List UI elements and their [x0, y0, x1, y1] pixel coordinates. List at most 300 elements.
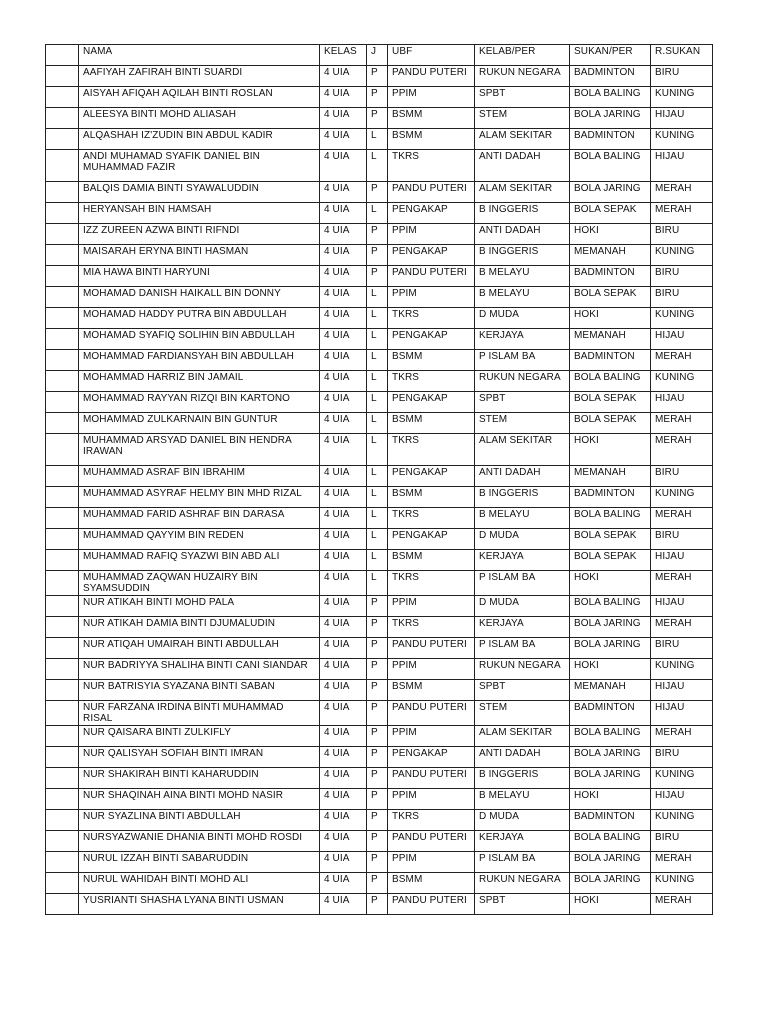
rumah-sukan-cell: HIJAU [651, 150, 713, 182]
table-row [46, 392, 713, 413]
kelas-cell: 4 UIA [320, 638, 367, 659]
ubf-cell: BSMM [388, 487, 475, 508]
ubf-cell: PPIM [388, 224, 475, 245]
table-row [46, 701, 713, 726]
jantina-cell: P [367, 596, 388, 617]
row-blank-cell [46, 529, 79, 550]
kelas-cell: 4 UIA [320, 266, 367, 287]
ubf-cell: BSMM [388, 873, 475, 894]
table-row [46, 550, 713, 571]
kelab-cell: B INGGERIS [475, 487, 570, 508]
jantina-cell: P [367, 747, 388, 768]
table-row [46, 726, 713, 747]
ubf-cell: BSMM [388, 680, 475, 701]
kelas-cell: 4 UIA [320, 182, 367, 203]
kelab-cell: RUKUN NEGARA [475, 659, 570, 680]
rumah-sukan-cell: MERAH [651, 571, 713, 596]
table-row [46, 308, 713, 329]
jantina-cell: P [367, 873, 388, 894]
kelab-cell: STEM [475, 413, 570, 434]
row-blank-cell [46, 810, 79, 831]
header-nama: NAMA [79, 45, 320, 66]
nama-cell: NUR ATIKAH BINTI MOHD PALA [79, 596, 320, 617]
row-blank-cell [46, 466, 79, 487]
kelas-cell: 4 UIA [320, 789, 367, 810]
nama-cell: MUHAMMAD ASRAF BIN IBRAHIM [79, 466, 320, 487]
table-row [46, 371, 713, 392]
sukan-cell: BOLA SEPAK [570, 529, 651, 550]
sukan-cell: BOLA SEPAK [570, 203, 651, 224]
nama-cell: NUR BATRISYIA SYAZANA BINTI SABAN [79, 680, 320, 701]
jantina-cell: L [367, 413, 388, 434]
sukan-cell: BOLA JARING [570, 768, 651, 789]
rumah-sukan-cell: BIRU [651, 66, 713, 87]
rumah-sukan-cell: MERAH [651, 852, 713, 873]
sukan-cell: BOLA JARING [570, 108, 651, 129]
table-row [46, 894, 713, 915]
row-blank-cell [46, 266, 79, 287]
kelas-cell: 4 UIA [320, 434, 367, 466]
kelas-cell: 4 UIA [320, 550, 367, 571]
row-blank-cell [46, 638, 79, 659]
table-row [46, 680, 713, 701]
ubf-cell: TKRS [388, 434, 475, 466]
sukan-cell: BOLA BALING [570, 831, 651, 852]
jantina-cell: L [367, 129, 388, 150]
nama-cell: MIA HAWA BINTI HARYUNI [79, 266, 320, 287]
row-blank-cell [46, 87, 79, 108]
rumah-sukan-cell: HIJAU [651, 701, 713, 726]
kelas-cell: 4 UIA [320, 287, 367, 308]
jantina-cell: L [367, 287, 388, 308]
sukan-cell: MEMANAH [570, 245, 651, 266]
row-blank-cell [46, 182, 79, 203]
kelas-cell: 4 UIA [320, 831, 367, 852]
table-row [46, 108, 713, 129]
kelab-cell: ALAM SEKITAR [475, 182, 570, 203]
kelas-cell: 4 UIA [320, 203, 367, 224]
table-row [46, 508, 713, 529]
row-blank-cell [46, 392, 79, 413]
ubf-cell: TKRS [388, 617, 475, 638]
sukan-cell: BADMINTON [570, 129, 651, 150]
kelas-cell: 4 UIA [320, 129, 367, 150]
rumah-sukan-cell: MERAH [651, 350, 713, 371]
rumah-sukan-cell: KUNING [651, 87, 713, 108]
rumah-sukan-cell: HIJAU [651, 392, 713, 413]
nama-cell: YUSRIANTI SHASHA LYANA BINTI USMAN [79, 894, 320, 915]
sukan-cell: BOLA BALING [570, 87, 651, 108]
ubf-cell: BSMM [388, 350, 475, 371]
jantina-cell: P [367, 224, 388, 245]
header-cell-blank [46, 45, 79, 66]
kelas-cell: 4 UIA [320, 747, 367, 768]
kelas-cell: 4 UIA [320, 329, 367, 350]
row-blank-cell [46, 873, 79, 894]
jantina-cell: L [367, 329, 388, 350]
row-blank-cell [46, 203, 79, 224]
rumah-sukan-cell: KUNING [651, 659, 713, 680]
jantina-cell: P [367, 66, 388, 87]
kelas-cell: 4 UIA [320, 392, 367, 413]
ubf-cell: PENGAKAP [388, 529, 475, 550]
ubf-cell: PPIM [388, 659, 475, 680]
header-kelas: KELAS [320, 45, 367, 66]
sukan-cell: BOLA SEPAK [570, 287, 651, 308]
ubf-cell: TKRS [388, 810, 475, 831]
table-row [46, 466, 713, 487]
jantina-cell: P [367, 245, 388, 266]
kelas-cell: 4 UIA [320, 701, 367, 726]
kelab-cell: D MUDA [475, 596, 570, 617]
table-row [46, 245, 713, 266]
header-rumah-sukan: R.SUKAN [651, 45, 713, 66]
jantina-cell: L [367, 392, 388, 413]
table-row [46, 831, 713, 852]
sukan-cell: BOLA JARING [570, 747, 651, 768]
ubf-cell: BSMM [388, 108, 475, 129]
jantina-cell: P [367, 789, 388, 810]
rumah-sukan-cell: MERAH [651, 182, 713, 203]
jantina-cell: L [367, 571, 388, 596]
nama-cell: NUR ATIKAH DAMIA BINTI DJUMALUDIN [79, 617, 320, 638]
ubf-cell: PENGAKAP [388, 392, 475, 413]
ubf-cell: PPIM [388, 287, 475, 308]
row-blank-cell [46, 371, 79, 392]
kelab-cell: ALAM SEKITAR [475, 129, 570, 150]
table-row [46, 638, 713, 659]
jantina-cell: P [367, 87, 388, 108]
rumah-sukan-cell: KUNING [651, 768, 713, 789]
jantina-cell: L [367, 350, 388, 371]
table-row [46, 852, 713, 873]
kelab-cell: P ISLAM BA [475, 852, 570, 873]
kelab-cell: KERJAYA [475, 617, 570, 638]
kelas-cell: 4 UIA [320, 150, 367, 182]
kelab-cell: P ISLAM BA [475, 638, 570, 659]
sukan-cell: HOKI [570, 308, 651, 329]
kelas-cell: 4 UIA [320, 617, 367, 638]
sukan-cell: BOLA SEPAK [570, 550, 651, 571]
kelab-cell: RUKUN NEGARA [475, 371, 570, 392]
table-body [46, 45, 713, 915]
ubf-cell: PANDU PUTERI [388, 638, 475, 659]
kelab-cell: ANTI DADAH [475, 224, 570, 245]
kelab-cell: STEM [475, 108, 570, 129]
table-row [46, 529, 713, 550]
rumah-sukan-cell: KUNING [651, 873, 713, 894]
kelab-cell: B MELAYU [475, 287, 570, 308]
ubf-cell: PENGAKAP [388, 203, 475, 224]
nama-cell: NUR SYAZLINA BINTI ABDULLAH [79, 810, 320, 831]
kelas-cell: 4 UIA [320, 350, 367, 371]
nama-cell: IZZ ZUREEN AZWA BINTI RIFNDI [79, 224, 320, 245]
nama-cell: NURUL IZZAH BINTI SABARUDDIN [79, 852, 320, 873]
ubf-cell: PPIM [388, 596, 475, 617]
nama-cell: NURUL WAHIDAH BINTI MOHD ALI [79, 873, 320, 894]
row-blank-cell [46, 329, 79, 350]
sukan-cell: BADMINTON [570, 810, 651, 831]
header-jantina: J [367, 45, 388, 66]
jantina-cell: L [367, 529, 388, 550]
rumah-sukan-cell: MERAH [651, 434, 713, 466]
rumah-sukan-cell: MERAH [651, 508, 713, 529]
nama-cell: NURSYAZWANIE DHANIA BINTI MOHD ROSDI [79, 831, 320, 852]
jantina-cell: P [367, 726, 388, 747]
table-row [46, 329, 713, 350]
row-blank-cell [46, 508, 79, 529]
header-row [46, 45, 713, 66]
rumah-sukan-cell: MERAH [651, 203, 713, 224]
kelas-cell: 4 UIA [320, 487, 367, 508]
kelab-cell: STEM [475, 701, 570, 726]
jantina-cell: P [367, 108, 388, 129]
kelab-cell: KERJAYA [475, 831, 570, 852]
header-ubf: UBF [388, 45, 475, 66]
nama-cell: MOHAMMAD RAYYAN RIZQI BIN KARTONO [79, 392, 320, 413]
nama-cell: MOHAMAD HADDY PUTRA BIN ABDULLAH [79, 308, 320, 329]
kelas-cell: 4 UIA [320, 308, 367, 329]
ubf-cell: PANDU PUTERI [388, 266, 475, 287]
rumah-sukan-cell: KUNING [651, 487, 713, 508]
sukan-cell: BOLA BALING [570, 150, 651, 182]
rumah-sukan-cell: MERAH [651, 726, 713, 747]
kelab-cell: SPBT [475, 894, 570, 915]
row-blank-cell [46, 894, 79, 915]
row-blank-cell [46, 726, 79, 747]
row-blank-cell [46, 596, 79, 617]
ubf-cell: PENGAKAP [388, 466, 475, 487]
kelas-cell: 4 UIA [320, 224, 367, 245]
ubf-cell: PANDU PUTERI [388, 831, 475, 852]
row-blank-cell [46, 768, 79, 789]
row-blank-cell [46, 308, 79, 329]
table-row [46, 768, 713, 789]
nama-cell: NUR SHAKIRAH BINTI KAHARUDDIN [79, 768, 320, 789]
sukan-cell: HOKI [570, 571, 651, 596]
ubf-cell: BSMM [388, 129, 475, 150]
sukan-cell: BADMINTON [570, 66, 651, 87]
rumah-sukan-cell: BIRU [651, 266, 713, 287]
jantina-cell: P [367, 659, 388, 680]
nama-cell: MUHAMMAD ZAQWAN HUZAIRY BIN SYAMSUDDIN [79, 571, 320, 596]
ubf-cell: PANDU PUTERI [388, 701, 475, 726]
nama-cell: NUR QALISYAH SOFIAH BINTI IMRAN [79, 747, 320, 768]
jantina-cell: P [367, 266, 388, 287]
kelas-cell: 4 UIA [320, 894, 367, 915]
jantina-cell: L [367, 508, 388, 529]
jantina-cell: P [367, 894, 388, 915]
nama-cell: NUR SHAQINAH AINA BINTI MOHD NASIR [79, 789, 320, 810]
kelab-cell: B MELAYU [475, 266, 570, 287]
sukan-cell: BOLA BALING [570, 508, 651, 529]
header-kelab: KELAB/PER [475, 45, 570, 66]
kelas-cell: 4 UIA [320, 87, 367, 108]
nama-cell: ANDI MUHAMAD SYAFIK DANIEL BIN MUHAMMAD FAZIR [79, 150, 320, 182]
table-row [46, 287, 713, 308]
row-blank-cell [46, 487, 79, 508]
nama-cell: AISYAH AFIQAH AQILAH BINTI ROSLAN [79, 87, 320, 108]
kelab-cell: D MUDA [475, 529, 570, 550]
rumah-sukan-cell: HIJAU [651, 550, 713, 571]
kelas-cell: 4 UIA [320, 659, 367, 680]
nama-cell: MOHAMMAD HARRIZ BIN JAMAIL [79, 371, 320, 392]
table-row [46, 266, 713, 287]
kelab-cell: ANTI DADAH [475, 150, 570, 182]
table-row [46, 810, 713, 831]
kelab-cell: ANTI DADAH [475, 747, 570, 768]
jantina-cell: L [367, 203, 388, 224]
jantina-cell: P [367, 182, 388, 203]
row-blank-cell [46, 224, 79, 245]
kelas-cell: 4 UIA [320, 726, 367, 747]
kelas-cell: 4 UIA [320, 571, 367, 596]
kelab-cell: B MELAYU [475, 789, 570, 810]
kelab-cell: ALAM SEKITAR [475, 434, 570, 466]
rumah-sukan-cell: KUNING [651, 245, 713, 266]
kelab-cell: B MELAYU [475, 508, 570, 529]
rumah-sukan-cell: BIRU [651, 224, 713, 245]
rumah-sukan-cell: MERAH [651, 617, 713, 638]
table-row [46, 596, 713, 617]
ubf-cell: PPIM [388, 726, 475, 747]
row-blank-cell [46, 150, 79, 182]
ubf-cell: PPIM [388, 852, 475, 873]
rumah-sukan-cell: HIJAU [651, 680, 713, 701]
jantina-cell: L [367, 434, 388, 466]
kelas-cell: 4 UIA [320, 768, 367, 789]
sukan-cell: HOKI [570, 224, 651, 245]
table-row [46, 350, 713, 371]
kelas-cell: 4 UIA [320, 529, 367, 550]
ubf-cell: TKRS [388, 371, 475, 392]
ubf-cell: PPIM [388, 789, 475, 810]
rumah-sukan-cell: BIRU [651, 638, 713, 659]
nama-cell: NUR FARZANA IRDINA BINTI MUHAMMAD RISAL [79, 701, 320, 726]
table-row [46, 224, 713, 245]
sukan-cell: BOLA SEPAK [570, 392, 651, 413]
table-row [46, 413, 713, 434]
kelab-cell: P ISLAM BA [475, 571, 570, 596]
table-row [46, 487, 713, 508]
nama-cell: ALQASHAH IZ'ZUDIN BIN ABDUL KADIR [79, 129, 320, 150]
jantina-cell: P [367, 680, 388, 701]
nama-cell: MUHAMMAD ARSYAD DANIEL BIN HENDRA IRAWAN [79, 434, 320, 466]
kelas-cell: 4 UIA [320, 466, 367, 487]
row-blank-cell [46, 413, 79, 434]
table-row [46, 873, 713, 894]
rumah-sukan-cell: HIJAU [651, 329, 713, 350]
nama-cell: MUHAMMAD RAFIQ SYAZWI BIN ABD ALI [79, 550, 320, 571]
sukan-cell: BADMINTON [570, 350, 651, 371]
nama-cell: BALQIS DAMIA BINTI SYAWALUDDIN [79, 182, 320, 203]
rumah-sukan-cell: KUNING [651, 371, 713, 392]
ubf-cell: BSMM [388, 550, 475, 571]
ubf-cell: PPIM [388, 87, 475, 108]
ubf-cell: PENGAKAP [388, 245, 475, 266]
ubf-cell: TKRS [388, 308, 475, 329]
row-blank-cell [46, 350, 79, 371]
kelas-cell: 4 UIA [320, 873, 367, 894]
rumah-sukan-cell: BIRU [651, 747, 713, 768]
jantina-cell: L [367, 550, 388, 571]
header-sukan: SUKAN/PER [570, 45, 651, 66]
kelas-cell: 4 UIA [320, 508, 367, 529]
ubf-cell: PANDU PUTERI [388, 66, 475, 87]
table-row [46, 150, 713, 182]
rumah-sukan-cell: BIRU [651, 529, 713, 550]
row-blank-cell [46, 701, 79, 726]
table-row [46, 87, 713, 108]
nama-cell: MUHAMMAD FARID ASHRAF BIN DARASA [79, 508, 320, 529]
rumah-sukan-cell: BIRU [651, 831, 713, 852]
kelas-cell: 4 UIA [320, 108, 367, 129]
sukan-cell: BADMINTON [570, 266, 651, 287]
kelas-cell: 4 UIA [320, 680, 367, 701]
table-row [46, 617, 713, 638]
kelab-cell: B INGGERIS [475, 768, 570, 789]
sukan-cell: BOLA JARING [570, 182, 651, 203]
rumah-sukan-cell: HIJAU [651, 789, 713, 810]
rumah-sukan-cell: HIJAU [651, 108, 713, 129]
jantina-cell: L [367, 150, 388, 182]
rumah-sukan-cell: MERAH [651, 413, 713, 434]
jantina-cell: P [367, 831, 388, 852]
sukan-cell: HOKI [570, 659, 651, 680]
kelas-cell: 4 UIA [320, 852, 367, 873]
row-blank-cell [46, 789, 79, 810]
nama-cell: NUR QAISARA BINTI ZULKIFLY [79, 726, 320, 747]
rumah-sukan-cell: BIRU [651, 287, 713, 308]
ubf-cell: PENGAKAP [388, 747, 475, 768]
nama-cell: HERYANSAH BIN HAMSAH [79, 203, 320, 224]
sukan-cell: BOLA JARING [570, 617, 651, 638]
jantina-cell: P [367, 810, 388, 831]
sukan-cell: BADMINTON [570, 487, 651, 508]
row-blank-cell [46, 831, 79, 852]
rumah-sukan-cell: MERAH [651, 894, 713, 915]
nama-cell: MUHAMMAD QAYYIM BIN REDEN [79, 529, 320, 550]
sukan-cell: MEMANAH [570, 329, 651, 350]
kelas-cell: 4 UIA [320, 810, 367, 831]
ubf-cell: PANDU PUTERI [388, 182, 475, 203]
table-row [46, 789, 713, 810]
table-row [46, 659, 713, 680]
sukan-cell: MEMANAH [570, 466, 651, 487]
kelab-cell: SPBT [475, 392, 570, 413]
ubf-cell: BSMM [388, 413, 475, 434]
ubf-cell: PENGAKAP [388, 329, 475, 350]
ubf-cell: TKRS [388, 150, 475, 182]
row-blank-cell [46, 659, 79, 680]
sukan-cell: HOKI [570, 894, 651, 915]
kelab-cell: D MUDA [475, 810, 570, 831]
kelab-cell: KERJAYA [475, 550, 570, 571]
sukan-cell: BOLA BALING [570, 726, 651, 747]
sukan-cell: BOLA JARING [570, 852, 651, 873]
kelab-cell: KERJAYA [475, 329, 570, 350]
sukan-cell: BOLA SEPAK [570, 413, 651, 434]
ubf-cell: TKRS [388, 571, 475, 596]
row-blank-cell [46, 680, 79, 701]
row-blank-cell [46, 434, 79, 466]
row-blank-cell [46, 129, 79, 150]
rumah-sukan-cell: KUNING [651, 308, 713, 329]
row-blank-cell [46, 617, 79, 638]
table-row [46, 434, 713, 466]
ubf-cell: PANDU PUTERI [388, 768, 475, 789]
kelab-cell: D MUDA [475, 308, 570, 329]
